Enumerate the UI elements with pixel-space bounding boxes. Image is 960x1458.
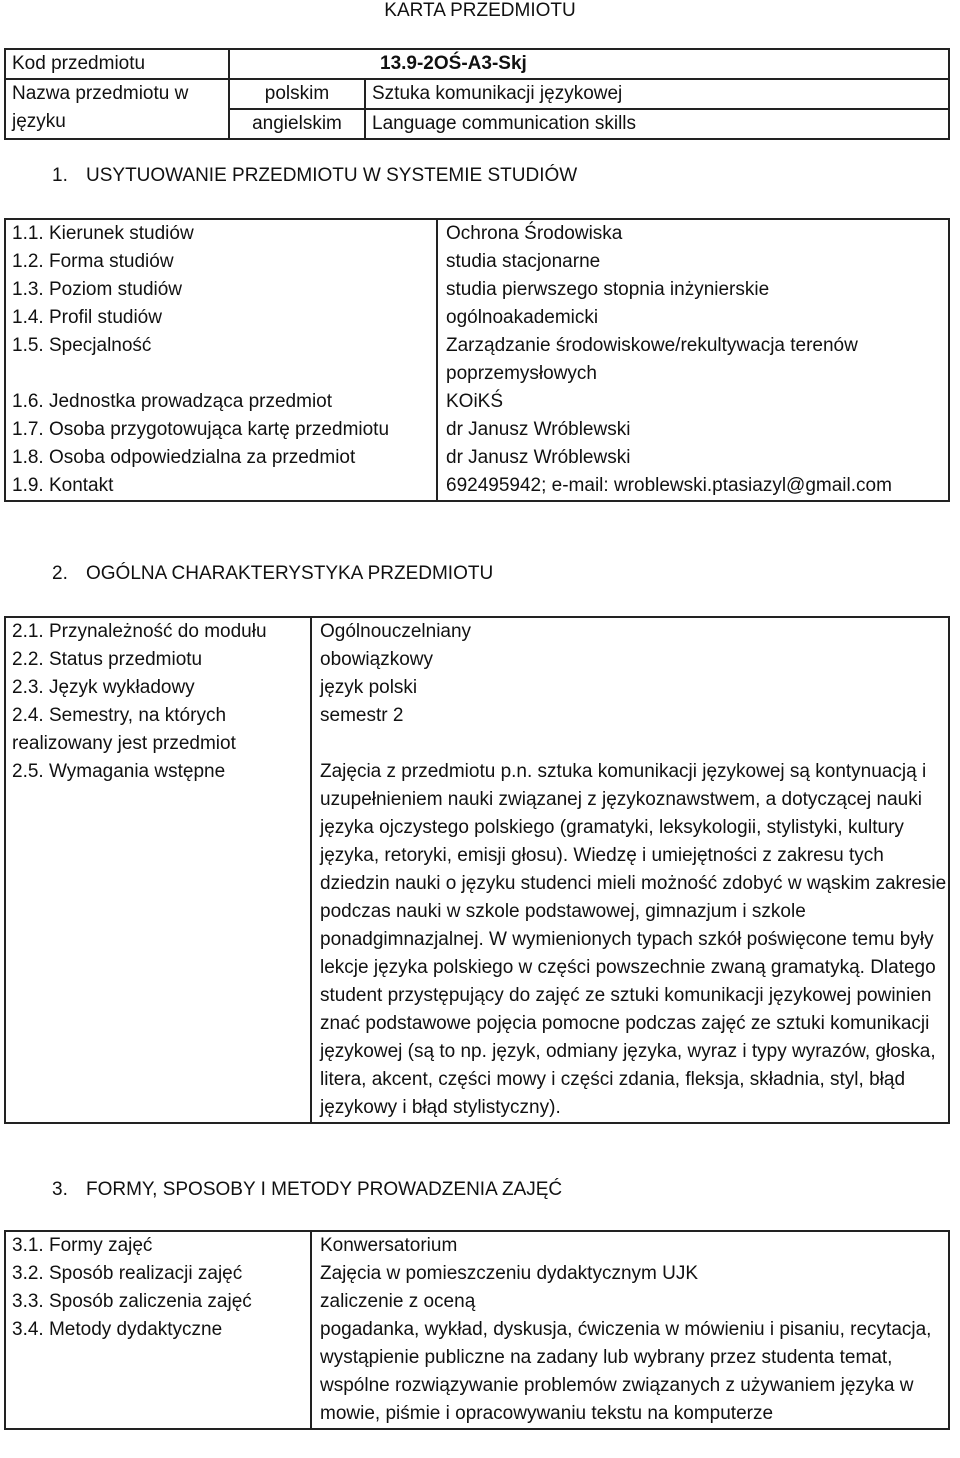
section-1-table <box>4 218 950 502</box>
row-value: studia pierwszego stopnia inżynierskie <box>437 276 949 304</box>
row-label: 1.4. Profil studiów <box>5 304 437 332</box>
row-label: 2.1. Przynależność do modułu <box>5 617 311 646</box>
table-row <box>5 617 949 646</box>
row-label: 1.6. Jednostka prowadząca przedmiot <box>5 388 437 416</box>
row-value: KOiKŚ <box>437 388 949 416</box>
row-label: 2.5. Wymagania wstępne <box>5 758 311 1123</box>
section-3-heading: 3. FORMY, SPOSOBY I METODY PROWADZENIA ZAJĘĆ <box>52 1179 563 1200</box>
table-row <box>5 674 949 702</box>
row-value: ogólnoakademicki <box>437 304 949 332</box>
table-row <box>5 388 949 416</box>
lang-pl: polskim <box>229 79 365 109</box>
name-pl: Sztuka komunikacji językowej <box>365 79 949 109</box>
row-label: 3.4. Metody dydaktyczne <box>5 1316 311 1429</box>
row-label: 1.1. Kierunek studiów <box>5 219 437 248</box>
row-label: 2.3. Język wykładowy <box>5 674 311 702</box>
row-value: studia stacjonarne <box>437 248 949 276</box>
row-label: 1.5. Specjalność <box>5 332 437 388</box>
row-value: język polski <box>311 674 949 702</box>
table-row <box>5 702 949 758</box>
table-row <box>5 1288 949 1316</box>
table-row <box>5 332 949 388</box>
name-label: Nazwa przedmiotu w języku <box>5 79 229 139</box>
section-2-table <box>4 616 950 1124</box>
row-label: 3.1. Formy zajęć <box>5 1231 311 1260</box>
row-label: 1.2. Forma studiów <box>5 248 437 276</box>
code-label: Kod przedmiotu <box>5 49 229 79</box>
row-value: Ogólnouczelniany <box>311 617 949 646</box>
row-value: Zajęcia z przedmiotu p.n. sztuka komunikacji językowej są kontynuacją i uzupełnieniem nauki związanej z językoznawstwem, a dotyczącej nauki języka ojczystego polskiego (gramatyki, leksykologii, stylistyki, kultury języka, retoryki, emisji głosu). Wiedzę i umiejętności z zakresu tych dziedzin nauki o języku studenci mieli możność zdobyć w wąskim zakresie podczas nauki w szkole podstawowej, gimnazjum i szkole ponadgimnazjalnej. W wymienionych typach szkół poświęcone temu były lekcje języka polskiego w części powszechnie zwaną gramatyką. Dlatego student przystępujący do zajęć ze sztuki komunikacji językowej powinien znać podstawowe pojęcia pomocne podczas zajęć ze sztuki komunikacji językowej (są to np. język, odmiany języka, wyraz i typy wyrazów, głoska, litera, akcent, części mowy i części zdania, fleksja, składnia, styl, błąd językowy i błąd stylistyczny). <box>311 758 949 1123</box>
row-value: Ochrona Środowiska <box>437 219 949 248</box>
table-row <box>5 219 949 248</box>
row-label: 2.2. Status przedmiotu <box>5 646 311 674</box>
row-value: dr Janusz Wróblewski <box>437 444 949 472</box>
row-label: 3.2. Sposób realizacji zajęć <box>5 1260 311 1288</box>
row-label: 2.4. Semestry, na których realizowany jest przedmiot <box>5 702 311 758</box>
row-value: 692495942; e-mail: wroblewski.ptasiazyl@gmail.com <box>437 472 949 501</box>
table-row <box>5 1260 949 1288</box>
row-value: dr Janusz Wróblewski <box>437 416 949 444</box>
section-1-heading: 1. USYTUOWANIE PRZEDMIOTU W SYSTEMIE STUDIÓW <box>52 165 578 186</box>
row-value: semestr 2 <box>311 702 949 758</box>
row-value: zaliczenie z oceną <box>311 1288 949 1316</box>
section-2-heading: 2. OGÓLNA CHARAKTERYSTYKA PRZEDMIOTU <box>52 563 494 584</box>
row-value: Zarządzanie środowiskowe/rekultywacja terenów poprzemysłowych <box>437 332 949 388</box>
course-header-table <box>4 48 950 140</box>
table-row <box>5 444 949 472</box>
row-value: Konwersatorium <box>311 1231 949 1260</box>
row-label: 1.7. Osoba przygotowująca kartę przedmiotu <box>5 416 437 444</box>
table-row <box>5 1231 949 1260</box>
table-row <box>5 758 949 1123</box>
table-row <box>5 276 949 304</box>
section-3-table <box>4 1230 950 1430</box>
table-row <box>5 416 949 444</box>
lang-en: angielskim <box>229 109 365 139</box>
row-label: 1.9. Kontakt <box>5 472 437 501</box>
table-row <box>5 646 949 674</box>
row-label: 1.3. Poziom studiów <box>5 276 437 304</box>
table-row <box>5 1316 949 1429</box>
name-en: Language communication skills <box>365 109 949 139</box>
table-row <box>5 472 949 501</box>
row-value: obowiązkowy <box>311 646 949 674</box>
row-label: 1.8. Osoba odpowiedzialna za przedmiot <box>5 444 437 472</box>
row-value: pogadanka, wykład, dyskusja, ćwiczenia w mówieniu i pisaniu, recytacja, wystąpienie publiczne na zadany lub wybrany przez studenta temat, wspólne rozwiązywanie problemów związanych z używaniem języka w mowie, piśmie i opracowywaniu tekstu na komputerze <box>311 1316 949 1429</box>
document-title: KARTA PRZEDMIOTU <box>384 0 576 21</box>
row-value: Zajęcia w pomieszczeniu dydaktycznym UJK <box>311 1260 949 1288</box>
table-row <box>5 304 949 332</box>
row-label: 3.3. Sposób zaliczenia zajęć <box>5 1288 311 1316</box>
code-value: 13.9-2OŚ-A3-Skj <box>229 49 949 79</box>
table-row <box>5 248 949 276</box>
